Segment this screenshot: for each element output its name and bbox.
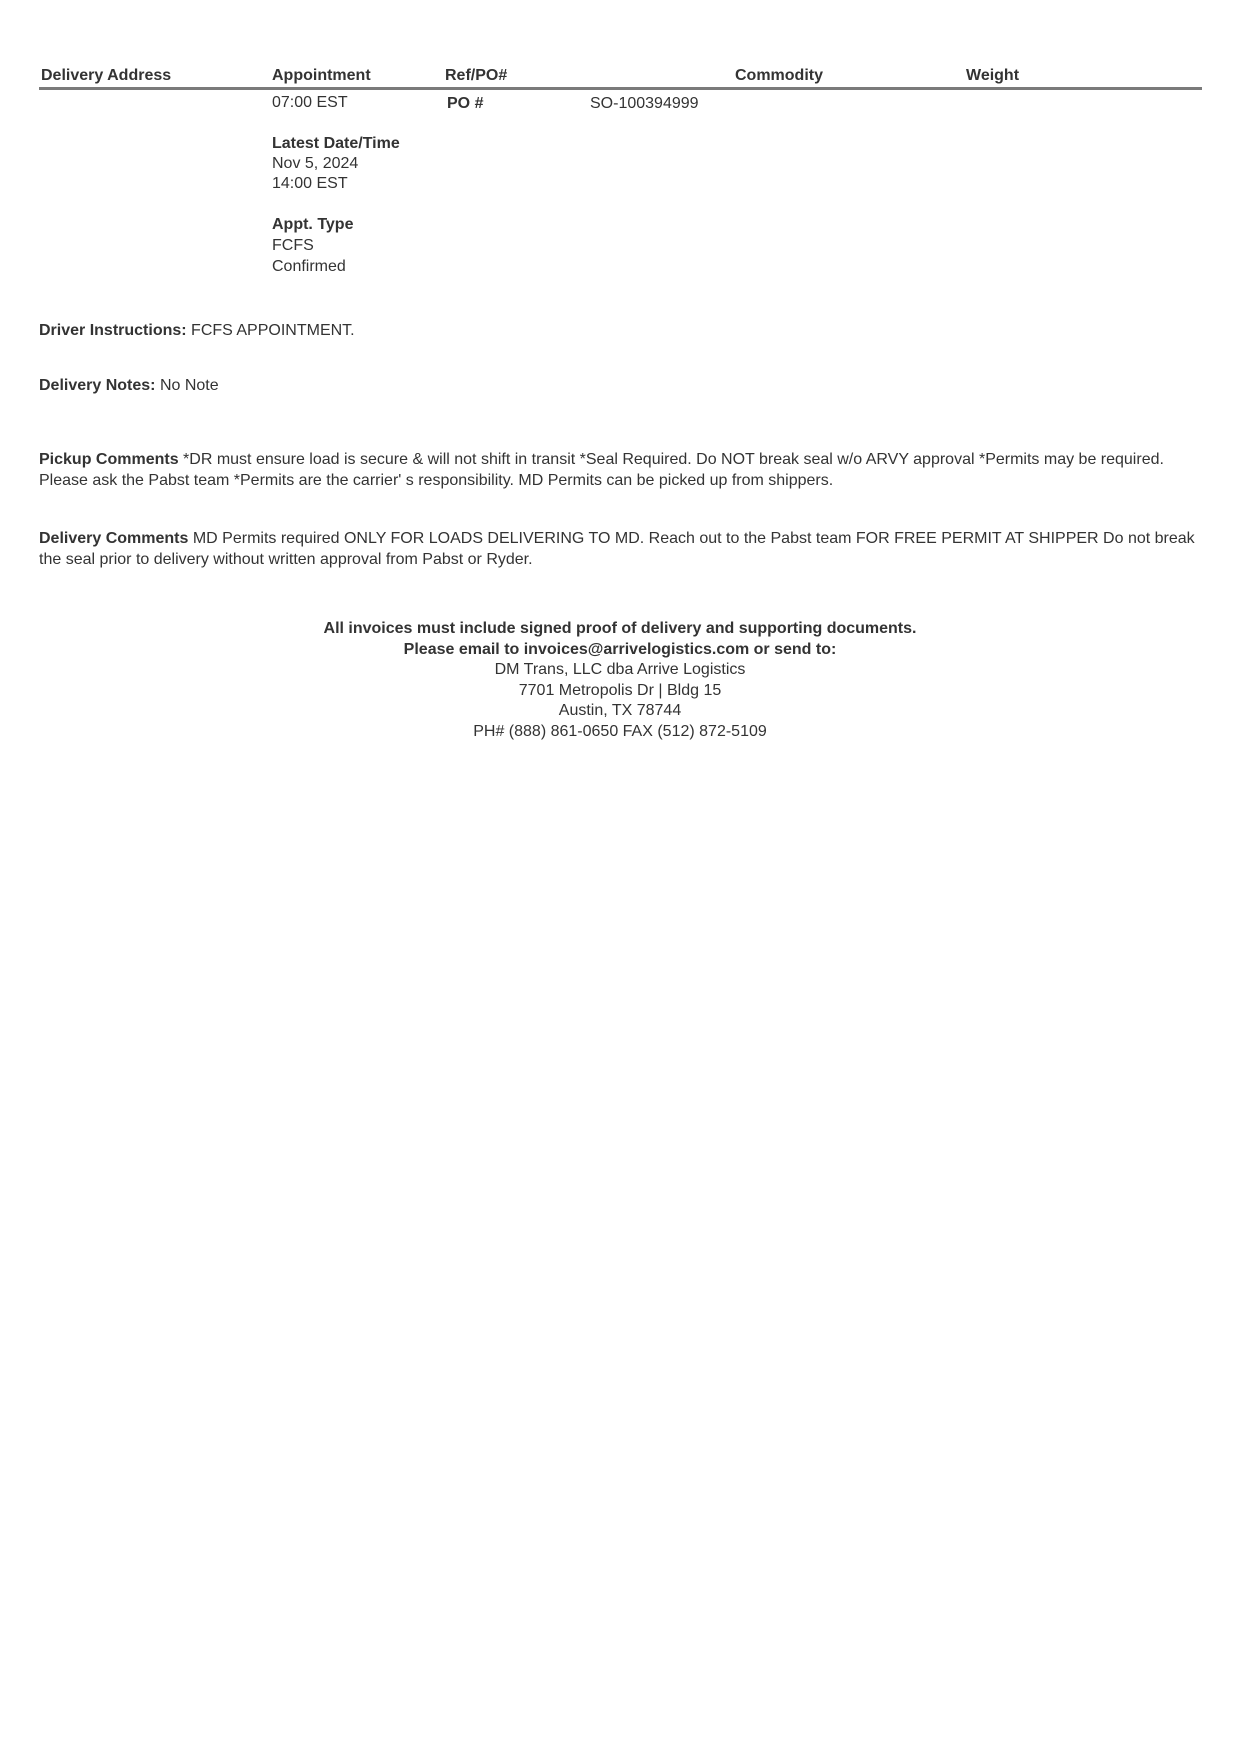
invoice-footer (0, 619, 1240, 742)
header-delivery-address: Delivery Address (41, 67, 172, 84)
appointment-time: 07:00 EST (272, 94, 348, 111)
invoice-email-instruction: Please email to invoices@arrivelogistics.com or send to: (403, 640, 837, 658)
delivery-notes-text: No Note (155, 377, 219, 394)
delivery-comments (39, 528, 1209, 570)
appt-status: Confirmed (272, 258, 346, 275)
latest-date: Nov 5, 2024 (272, 155, 359, 172)
invoice-requirement: All invoices must include signed proof of delivery and supporting documents. (323, 620, 917, 637)
company-street: 7701 Metropolis Dr | Bldg 15 (518, 681, 722, 699)
delivery-comments-label: Delivery Comments (39, 530, 189, 547)
delivery-notes (39, 375, 1209, 396)
delivery-comments-text: MD Permits required ONLY FOR LOADS DELIVERING TO MD. Reach out to the Pabst team FOR FREE PERMIT AT SHIPPER Do not break the seal prior to delivery without written approval from Pabst or Ryder. (39, 530, 1195, 568)
driver-instructions-label: Driver Instructions: (39, 322, 187, 339)
pickup-comments (39, 449, 1209, 491)
po-number: SO-100394999 (590, 95, 699, 112)
driver-instructions (39, 320, 1209, 341)
header-ref-po: Ref/PO# (445, 67, 508, 84)
latest-datetime-label: Latest Date/Time (272, 135, 400, 152)
pickup-comments-label: Pickup Comments (39, 451, 179, 468)
delivery-notes-label: Delivery Notes: (39, 377, 156, 394)
header-weight: Weight (966, 67, 1020, 84)
appt-type-value: FCFS (272, 237, 314, 254)
appt-type-label: Appt. Type (272, 216, 354, 233)
latest-time: 14:00 EST (272, 175, 348, 192)
company-phone-fax: PH# (888) 861-0650 FAX (512) 872-5109 (473, 722, 767, 740)
company-city: Austin, TX 78744 (558, 702, 682, 719)
header-appointment: Appointment (272, 67, 371, 84)
header-divider (39, 87, 1202, 90)
driver-instructions-text: FCFS APPOINTMENT. (186, 322, 355, 339)
po-label: PO # (447, 95, 484, 112)
company-name: DM Trans, LLC dba Arrive Logistics (494, 661, 746, 678)
pickup-comments-text: *DR must ensure load is secure & will not shift in transit *Seal Required. Do NOT break seal w/o ARVY approval *Permits may be required. Please ask the Pabst team *Permits are the carrier' s responsibility. MD Permits can be picked up from shippers. (39, 451, 1164, 489)
header-commodity: Commodity (735, 67, 823, 84)
